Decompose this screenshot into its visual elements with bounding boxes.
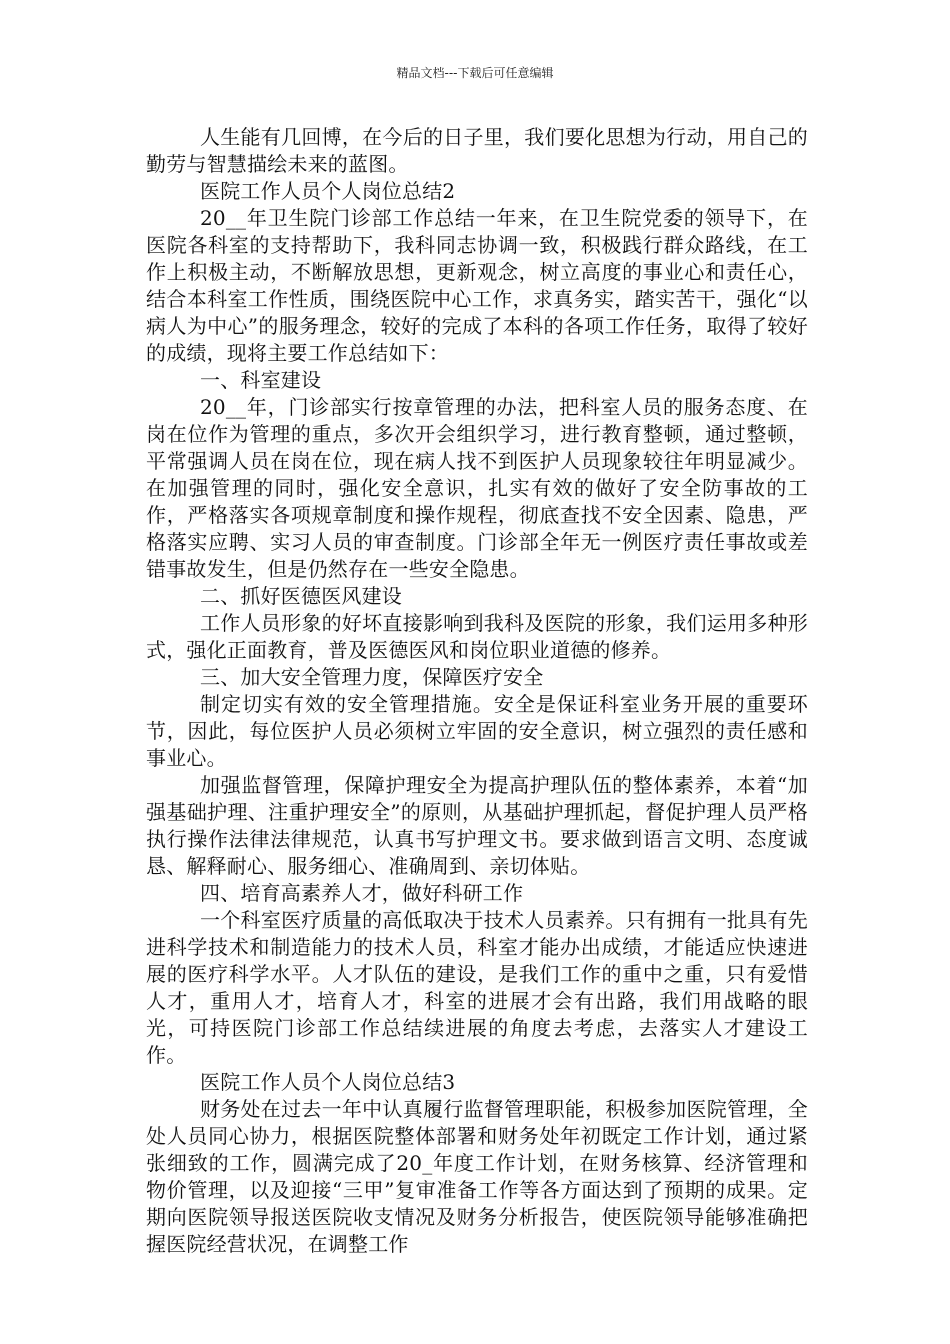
paragraph: 20__年，门诊部实行按章管理的办法，把科室人员的服务态度、在岗在位作为管理的重点，多次开会组织学习，进行教育整顿，通过整顿，平常强调人员在岗在位，现在病人找不到医护人员现象较往年明显减少。在加强管理的同时，强化安全意识，扎实有效的做好了安全防事故的工作，严格落实各项规章制度和操作规程，彻底查找不安全因素、隐患，严格落实应聘、实习人员的审查制度。门诊部全年无一例医疗责任事故或差错事故发生，但是仍然存在一些安全隐患。 <box>146 395 808 581</box>
subsection-heading: 四、培育高素养人才，做好科研工作 <box>200 881 524 905</box>
subsection-heading: 二、抓好医德医风建设 <box>200 584 402 608</box>
page-header: 精品文档---下载后可任意编辑 <box>396 66 554 80</box>
subsection-heading: 一、科室建设 <box>200 368 322 392</box>
paragraph: 制定切实有效的安全管理措施。安全是保证科室业务开展的重要环节，因此，每位医护人员必须树立牢固的安全意识，树立强烈的责任感和事业心。 <box>146 692 808 770</box>
paragraph: 工作人员形象的好坏直接影响到我科及医院的形象，我们运用多种形式，强化正面教育，普及医德医风和岗位职业道德的修养。 <box>146 611 808 662</box>
section-title: 医院工作人员个人岗位总结2 <box>200 179 456 203</box>
subsection-heading: 三、加大安全管理力度，保障医疗安全 <box>200 665 544 689</box>
document-body <box>146 124 808 1258</box>
section-title: 医院工作人员个人岗位总结3 <box>200 1070 456 1094</box>
paragraph: 财务处在过去一年中认真履行监督管理职能，积极参加医院管理，全处人员同心协力，根据医院整体部署和财务处年初既定工作计划，通过紧张细致的工作，圆满完成了20_年度工作计划，在财务核算、经济管理和物价管理，以及迎接“三甲”复审准备工作等各方面达到了预期的成果。定期向医院领导报送医院收支情况及财务分析报告，使医院领导能够准确把握医院经营状况，在调整工作 <box>146 1097 808 1256</box>
paragraph: 20__年卫生院门诊部工作总结一年来，在卫生院党委的领导下，在医院各科室的支持帮助下，我科同志协调一致，积极践行群众路线，在工作上积极主动，不断解放思想，更新观念，树立高度的事业心和责任心，结合本科室工作性质，围绕医院中心工作，求真务实，踏实苦干，强化“以病人为中心”的服务理念，较好的完成了本科的各项工作任务，取得了较好的成绩，现将主要工作总结如下： <box>146 206 808 365</box>
paragraph: 人生能有几回博，在今后的日子里，我们要化思想为行动，用自己的勤劳与智慧描绘未来的蓝图。 <box>146 125 808 176</box>
paragraph: 加强监督管理，保障护理安全为提高护理队伍的整体素养，本着“加强基础护理、注重护理安全”的原则，从基础护理抓起，督促护理人员严格执行操作法律法律规范，认真书写护理文书。要求做到语言文明、态度诚恳、解释耐心、服务细心、准确周到、亲切体贴。 <box>146 773 808 878</box>
paragraph: 一个科室医疗质量的高低取决于技术人员素养。只有拥有一批具有先进科学技术和制造能力的技术人员，科室才能办出成绩，才能适应快速进展的医疗科学水平。人才队伍的建设，是我们工作的重中之重，只有爱惜人才，重用人才，培育人才，科室的进展才会有出路，我们用战略的眼光，可持医院门诊部工作总结续进展的角度去考虑，去落实人才建设工作。 <box>146 908 808 1067</box>
